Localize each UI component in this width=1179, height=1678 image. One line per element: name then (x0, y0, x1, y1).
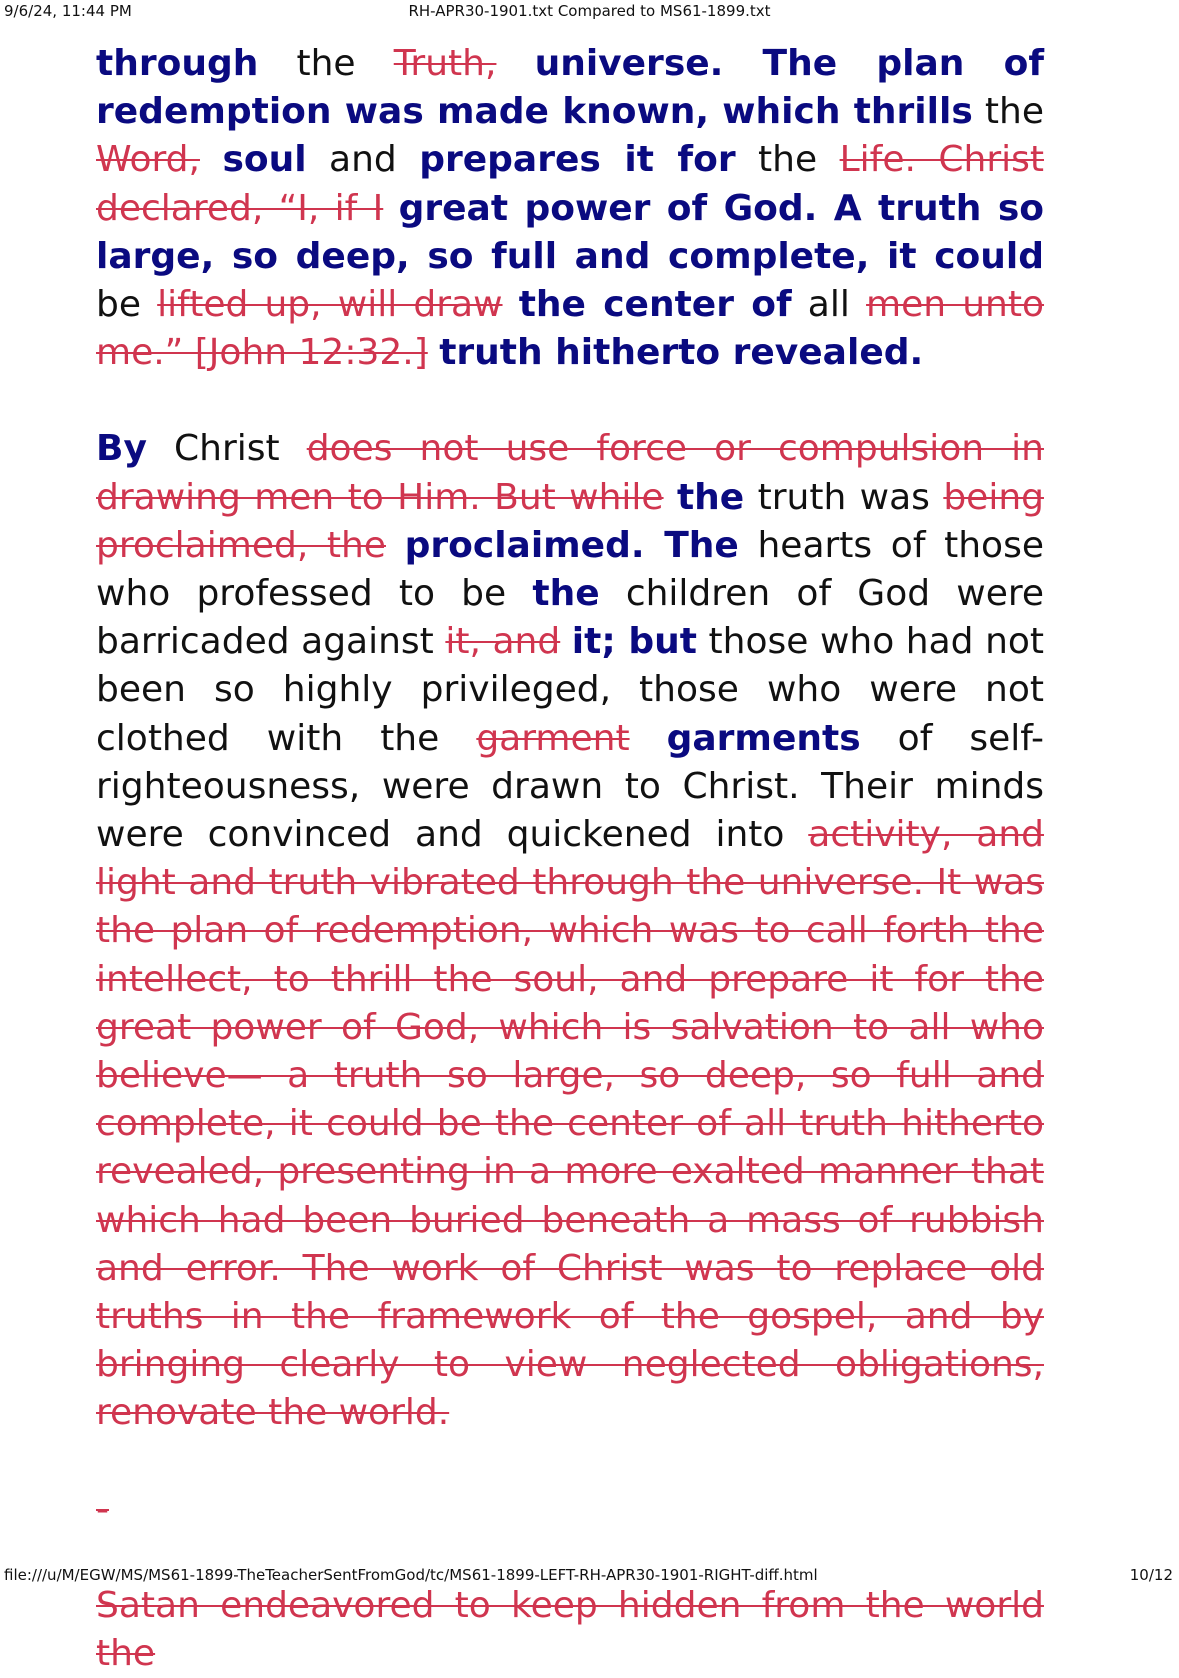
print-date: 9/6/24, 11:44 PM (4, 2, 132, 20)
inserted-text: truth hitherto revealed. (439, 332, 924, 374)
unchanged-text: of self-righteousness, were drawn to Christ. Their minds were convinced and quickened into (96, 717, 1045, 856)
print-header (0, 0, 1179, 24)
unchanged-text: be (96, 284, 141, 326)
diff-paragraph (96, 40, 1044, 377)
inserted-text: prepares it for (419, 139, 736, 181)
page-number: 10/12 (1129, 1566, 1173, 1584)
diff-content (96, 40, 1044, 1678)
unchanged-text: the (758, 139, 818, 181)
document-title: RH-APR30-1901.txt Compared to MS61-1899.txt (408, 2, 771, 20)
deleted-text: being proclaimed, the (96, 476, 1044, 566)
diff-paragraph (96, 1486, 1044, 1534)
unchanged-text: children of God were barricaded against (96, 573, 1044, 663)
deleted-text: men unto me.” [John 12:32.] (96, 284, 1045, 374)
unchanged-text: hearts of those who professed to be (96, 524, 1044, 615)
inserted-text: garments (666, 717, 861, 759)
inserted-text: the (532, 573, 600, 615)
deleted-text: it, and (445, 621, 561, 663)
deleted-text: activity, and light and truth vibrated through the universe. It was the plan of redemption, which was to call forth the intellect, to thrill the soul, and prepare it for the great power of God, which is salvation to all who believe— a truth so large, so deep, so full and complete, it could be the center of all truth hitherto revealed, presenting in a more exalted manner that which had been buried beneath a mass of rubbish and error. The work of Christ was to replace old truths in the framework of the gospel, and by bringing clearly to view neglected obligations, renovate the world. (96, 814, 1044, 1434)
print-footer (0, 1563, 1179, 1587)
unchanged-text: and (329, 139, 397, 181)
deleted-text: Word, (96, 139, 200, 181)
unchanged-text: the (296, 43, 356, 84)
diff-paragraph (96, 1582, 1044, 1678)
diff-paragraph (96, 425, 1044, 1437)
inserted-text: the (676, 476, 745, 518)
unchanged-text: the (984, 91, 1044, 133)
inserted-text: universe. The plan of redemption was made known, which thrills (96, 43, 1045, 133)
unchanged-text: all (807, 284, 850, 326)
unchanged-text: truth was (757, 476, 930, 518)
inserted-text: through (96, 43, 259, 84)
deleted-text: Truth, (393, 43, 497, 84)
inserted-text: soul (222, 139, 307, 181)
inserted-text: it; but (571, 621, 697, 663)
deleted-text: Satan endeavored to keep hidden from the world the (96, 1584, 1044, 1675)
deleted-text: - (96, 1488, 109, 1530)
unchanged-text: Christ (173, 428, 280, 470)
deleted-text: lifted up, will draw (157, 284, 503, 326)
unchanged-text: those who had not been so highly privileged, those who were not clothed with the (96, 621, 1045, 759)
inserted-text: the center of (518, 284, 792, 326)
inserted-text: By (96, 428, 147, 470)
deleted-text: Life. Christ declared, “I, if I (96, 139, 1044, 229)
inserted-text: great power of God. A truth so large, so deep, so full and complete, it could (96, 187, 1044, 277)
deleted-text: does not use force or compulsion in drawing men to Him. But while (96, 428, 1044, 518)
deleted-text: garment (476, 717, 630, 759)
file-url: file:///u/M/EGW/MS/MS61-1899-TheTeacherSentFromGod/tc/MS61-1899-LEFT-RH-APR30-1901-RIGHT-diff.html (4, 1566, 818, 1584)
inserted-text: proclaimed. The (404, 524, 739, 566)
